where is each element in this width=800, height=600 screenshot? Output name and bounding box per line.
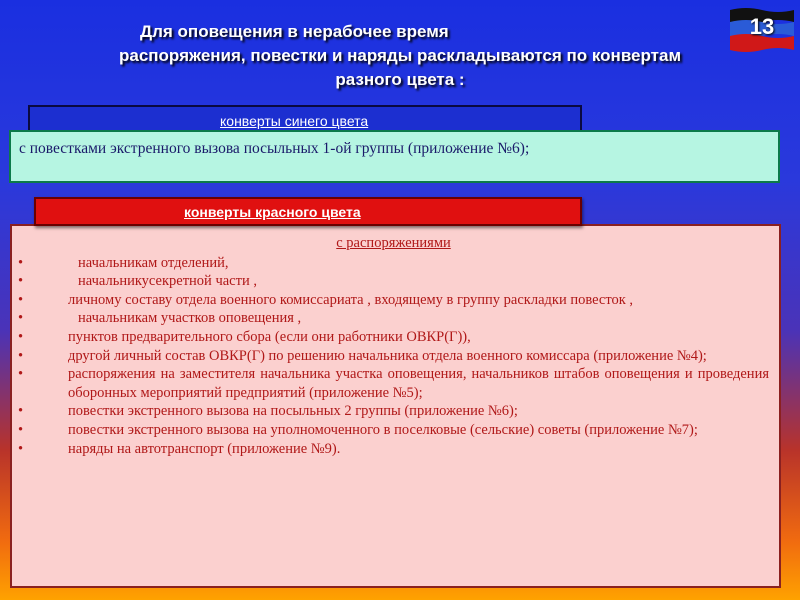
red-envelopes-list <box>18 254 769 459</box>
list-item: • начальникусекретной части , <box>18 273 257 290</box>
list-item: • начальникам участков оповещения , <box>18 310 302 327</box>
bullet-icon: • <box>18 440 24 457</box>
red-envelopes-header: конверты красного цвета <box>34 197 582 226</box>
bullet-icon: • <box>18 254 24 271</box>
bullet-icon: • <box>18 291 24 308</box>
bullet-icon: • <box>18 347 24 364</box>
bullet-icon: • <box>18 310 24 327</box>
title-line-1: Для оповещения в нерабочее время <box>140 22 449 41</box>
list-item: • другой личный состав ОВКР(Г) по решению начальника отдела военного комиссара (приложение №4); <box>18 347 707 364</box>
list-item: • наряды на автотранспорт (приложение №9). <box>18 440 341 457</box>
red-envelopes-subheader: с распоряжениями <box>336 235 451 251</box>
bullet-icon: • <box>18 273 24 290</box>
list-item: • повестки экстренного вызова на посыльных 2 группы (приложение №6); <box>18 403 518 420</box>
list-item: • пунктов предварительного сбора (если они работники ОВКР(Г)), <box>18 328 471 345</box>
list-item: • личному составу отдела военного комиссариата , входящему в группу раскладки повесток , <box>18 291 634 308</box>
blue-envelopes-header: конверты синего цвета <box>28 105 582 133</box>
bullet-icon: • <box>18 366 24 383</box>
list-item: • начальникам отделений, <box>18 254 229 271</box>
title-line-2: распоряжения, повестки и наряды раскладываются по конвертам <box>118 46 682 65</box>
slide-number: 13 <box>749 14 775 39</box>
list-item: • повестки экстренного вызова на уполномоченного в поселковые (сельские) советы (приложение №7); <box>18 421 698 438</box>
title-line-3: разного цвета : <box>335 70 465 89</box>
bullet-icon: • <box>18 403 24 420</box>
slide-title <box>20 20 780 92</box>
bullet-icon: • <box>18 328 24 345</box>
list-item: • распоряжения на заместителя начальника участка оповещения, начальников штабов оповещения и проведения оборонных мероприятий предприятий (приложение №5); <box>18 366 769 401</box>
red-envelopes-content <box>10 224 781 588</box>
blue-envelopes-content: с повестками экстренного вызова посыльных 1-ой группы (приложение №6); <box>9 130 780 183</box>
bullet-icon: • <box>18 421 24 438</box>
